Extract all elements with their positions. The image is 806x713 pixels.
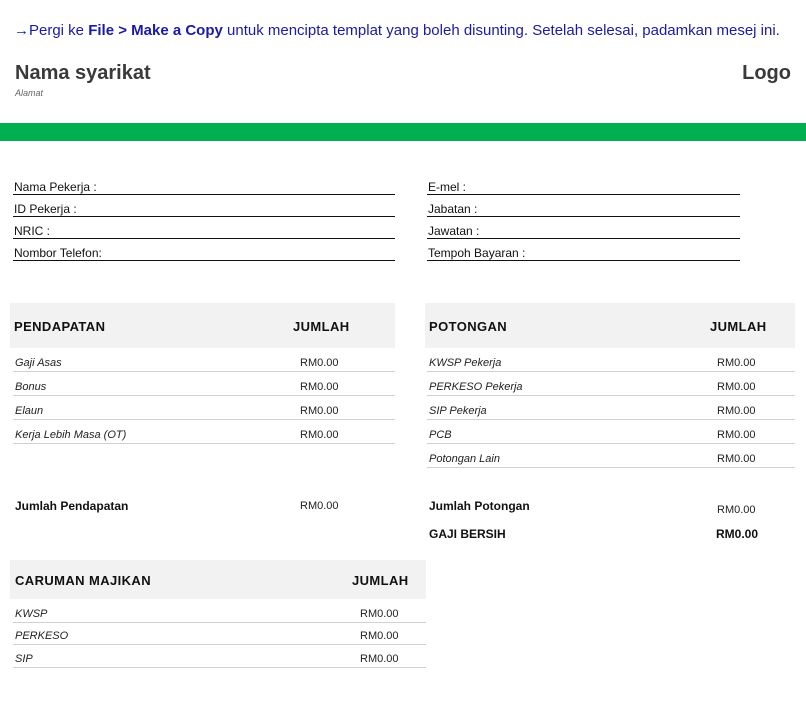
table-row (427, 396, 795, 420)
logo-placeholder: Logo (742, 62, 791, 84)
employer-row-amount: RM0.00 (360, 630, 399, 642)
deductions-row-amount: RM0.00 (717, 405, 756, 417)
earnings-row-label: Kerja Lebih Masa (OT) (15, 429, 127, 441)
deductions-amount-header: JUMLAH (710, 319, 767, 334)
accent-bar (0, 123, 806, 141)
employer-row-amount: RM0.00 (360, 608, 399, 620)
employer-row-label: KWSP (15, 608, 48, 620)
department-field: Jabatan : (427, 201, 740, 217)
earnings-title: PENDAPATAN (14, 319, 106, 334)
deductions-title: POTONGAN (429, 319, 508, 334)
company-address: Alamat (15, 88, 44, 98)
table-row (13, 645, 426, 668)
employer-amount-header: JUMLAH (352, 573, 409, 588)
table-row (427, 444, 795, 468)
phone-field: Nombor Telefon: (13, 245, 395, 261)
pay-period-field: Tempoh Bayaran : (427, 245, 740, 261)
deductions-row-amount: RM0.00 (717, 381, 756, 393)
deductions-row-label: SIP Pekerja (429, 405, 487, 417)
company-name: Nama syarikat (15, 62, 151, 84)
table-row (13, 420, 395, 444)
deductions-header (425, 303, 795, 348)
table-row (13, 372, 395, 396)
earnings-row-amount: RM0.00 (300, 381, 339, 393)
banner-post-text: untuk mencipta templat yang boleh disunting. Setelah selesai, padamkan mesej ini. (222, 22, 780, 39)
earnings-row-label: Gaji Asas (15, 357, 62, 369)
banner-pre-text: Pergi ke (29, 22, 89, 39)
earnings-row-label: Bonus (15, 381, 47, 393)
earnings-total-label: Jumlah Pendapatan (15, 499, 129, 513)
employer-row-amount: RM0.00 (360, 653, 399, 665)
deductions-total-label: Jumlah Potongan (429, 499, 530, 513)
nric-field: NRIC : (13, 223, 395, 239)
earnings-row-amount: RM0.00 (300, 405, 339, 417)
table-row (13, 348, 395, 372)
deductions-row-amount: RM0.00 (717, 429, 756, 441)
arrow-icon: → (14, 22, 29, 39)
employer-row-label: PERKESO (15, 630, 69, 642)
position-field: Jawatan : (427, 223, 740, 239)
earnings-amount-header: JUMLAH (293, 319, 350, 334)
employer-header (10, 560, 426, 599)
employer-row-label: SIP (15, 653, 33, 665)
table-row (13, 600, 426, 623)
net-pay-label: GAJI BERSIH (429, 527, 506, 541)
table-row (13, 396, 395, 420)
deductions-row-label: PCB (429, 429, 452, 441)
employee-name-field: Nama Pekerja : (13, 179, 395, 195)
table-row (427, 348, 795, 372)
deductions-row-label: Potongan Lain (429, 453, 500, 465)
earnings-total-amount: RM0.00 (300, 500, 339, 512)
earnings-row-amount: RM0.00 (300, 429, 339, 441)
net-pay-amount: RM0.00 (716, 527, 759, 541)
earnings-row-amount: RM0.00 (300, 357, 339, 369)
table-row (13, 623, 426, 645)
employee-id-field: ID Pekerja : (13, 201, 395, 217)
instruction-banner (14, 22, 780, 39)
table-row (427, 372, 795, 396)
deductions-row-amount: RM0.00 (717, 453, 756, 465)
earnings-row-label: Elaun (15, 405, 44, 417)
earnings-header (10, 303, 395, 348)
employer-title: CARUMAN MAJIKAN (15, 573, 151, 588)
deductions-row-label: KWSP Pekerja (429, 357, 502, 369)
deductions-row-amount: RM0.00 (717, 357, 756, 369)
banner-menu-path: File > Make a Copy (88, 22, 223, 39)
deductions-total-amount: RM0.00 (717, 504, 756, 516)
table-row (427, 420, 795, 444)
email-field: E-mel : (427, 179, 740, 195)
deductions-row-label: PERKESO Pekerja (429, 381, 523, 393)
